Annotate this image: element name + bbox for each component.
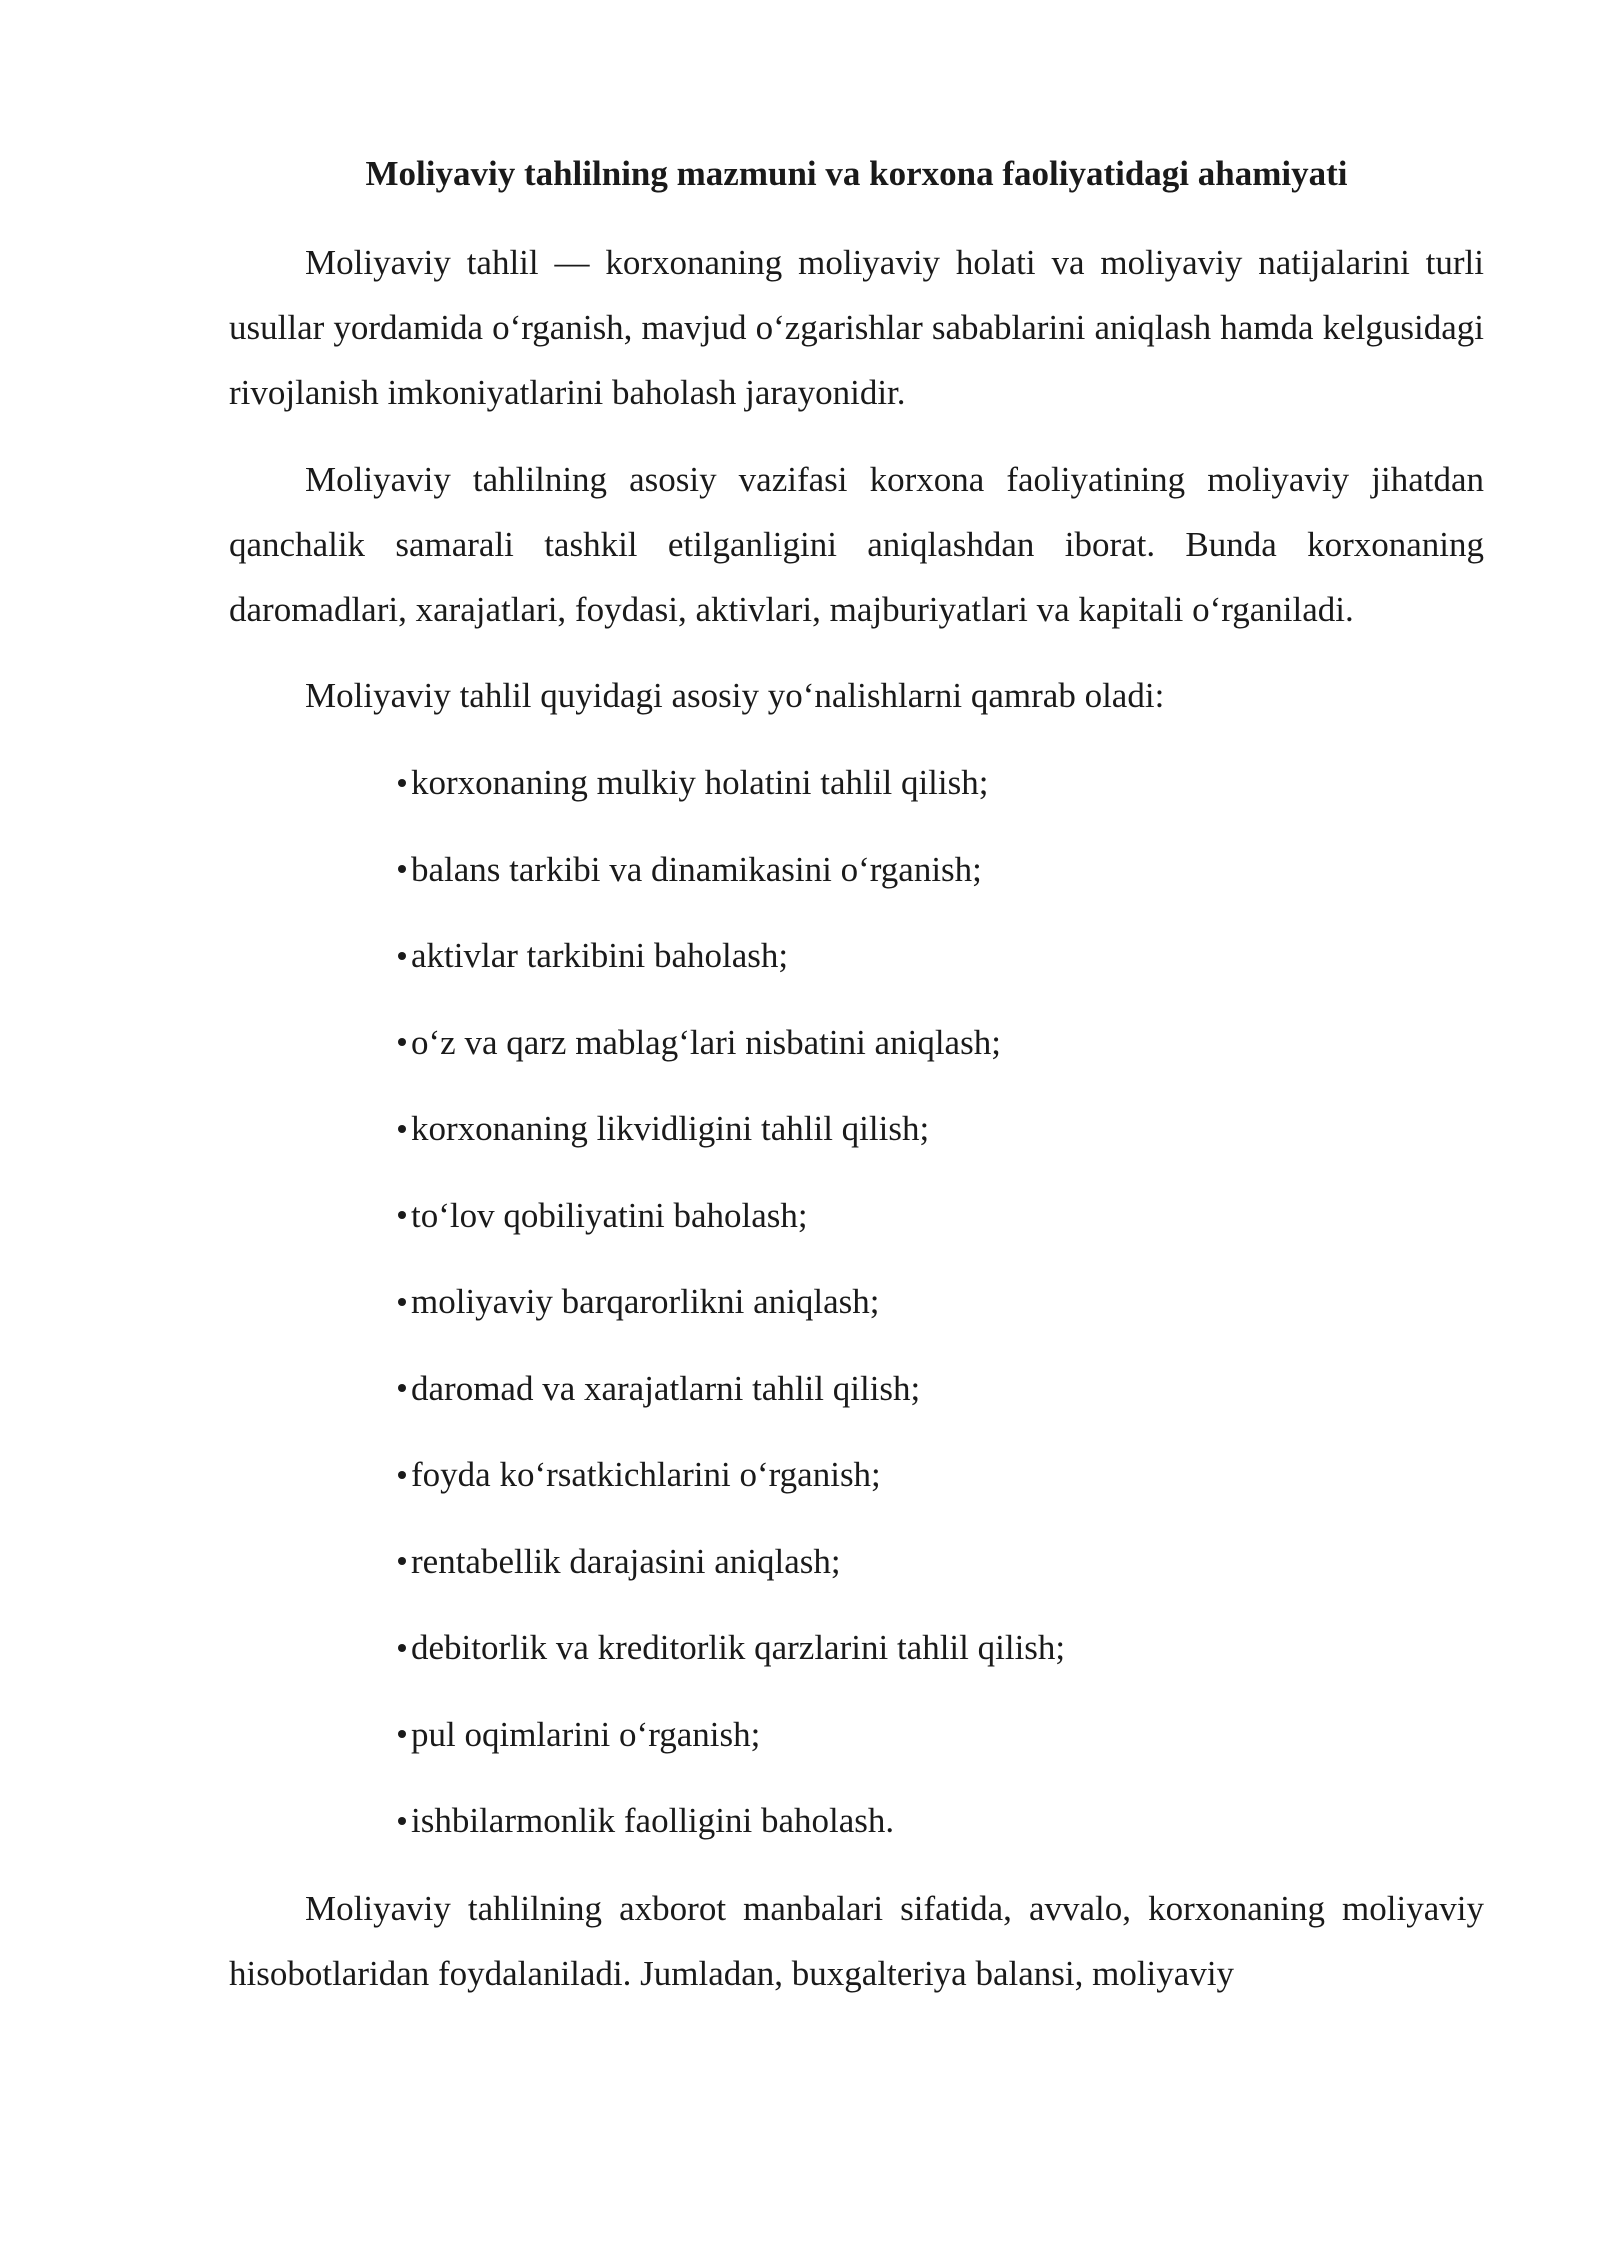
list-item [398,1356,1065,1443]
bullet-icon [398,1817,406,1825]
list-item-text: moliyaviy barqarorlikni aniqlash; [411,1282,880,1321]
list-item-text: balans tarkibi va dinamikasini o‘rganish; [411,849,982,889]
list-item-text: debitorlik va kreditorlik qarzlarini tahlil qilish; [411,1628,1066,1667]
paragraph-information-sources: Moliyaviy tahlilning axborot manbalari sifatida, avvalo, korxonaning moliyaviy hisobotlaridan foydalaniladi. Jumladan, buxgalteriya balansi, moliyaviy [229,1889,1484,1993]
bullet-icon [398,779,406,787]
list-item [398,1529,1065,1616]
document-title: Moliyaviy tahlilning mazmuni va korxona faoliyatidagi ahamiyati [365,154,1348,193]
list-item-text: foyda ko‘rsatkichlarini o‘rganish; [411,1455,881,1494]
bullet-icon [398,1384,406,1392]
bullet-icon [398,1730,406,1738]
list-item [398,837,1065,924]
paragraph-list-intro: Moliyaviy tahlil quyidagi asosiy yo‘nalishlarni qamrab oladi: [305,676,1165,715]
list-item-text: ishbilarmonlik faolligini baholash. [411,1801,895,1840]
bullet-icon [398,1038,406,1046]
bullet-icon [398,1298,406,1306]
list-item-text: daromad va xarajatlarni tahlil qilish; [411,1368,921,1408]
list-item [398,1615,1065,1702]
paragraph-definition: Moliyaviy tahlil — korxonaning moliyaviy holati va moliyaviy natijalarini turli usullar yordamida o‘rganish, mavjud o‘zgarishlar sabablarini aniqlash hamda kelgusidagi rivojlanish imkoniyatlarini baholash jarayonidir. [229,243,1484,412]
list-item [398,1010,1065,1097]
list-item-text: o‘z va qarz mablag‘lari nisbatini aniqlash; [411,1022,1001,1062]
list-item [398,923,1065,1010]
bullet-icon [398,1557,406,1565]
bullet-icon [398,1125,406,1133]
list-item [398,1269,1065,1356]
list-item [398,1702,1065,1789]
list-item-text: rentabellik darajasini aniqlash; [411,1541,841,1581]
list-item [398,1788,1065,1875]
list-item [398,1096,1065,1183]
list-item [398,750,1065,837]
bullet-icon [398,1644,406,1652]
bullet-icon [398,1471,406,1479]
list-item-text: korxonaning mulkiy holatini tahlil qilish; [411,763,989,802]
list-item [398,1183,1065,1270]
list-item-text: to‘lov qobiliyatini baholash; [411,1195,808,1235]
bullet-icon [398,865,406,873]
bullet-icon [398,1211,406,1219]
bullet-icon [398,952,406,960]
list-item-text: aktivlar tarkibini baholash; [411,936,789,975]
directions-list [398,750,1065,1875]
paragraph-main-task: Moliyaviy tahlilning asosiy vazifasi korxona faoliyatining moliyaviy jihatdan qanchalik samarali tashkil etilganligini aniqlashdan iborat. Bunda korxonaning daromadlari, xarajatlari, foydasi, aktivlari, majburiyatlari va kapitali o‘rganiladi. [229,460,1484,629]
list-item [398,1442,1065,1529]
list-item-text: pul oqimlarini o‘rganish; [411,1714,761,1754]
list-item-text: korxonaning likvidligini tahlil qilish; [411,1109,930,1148]
